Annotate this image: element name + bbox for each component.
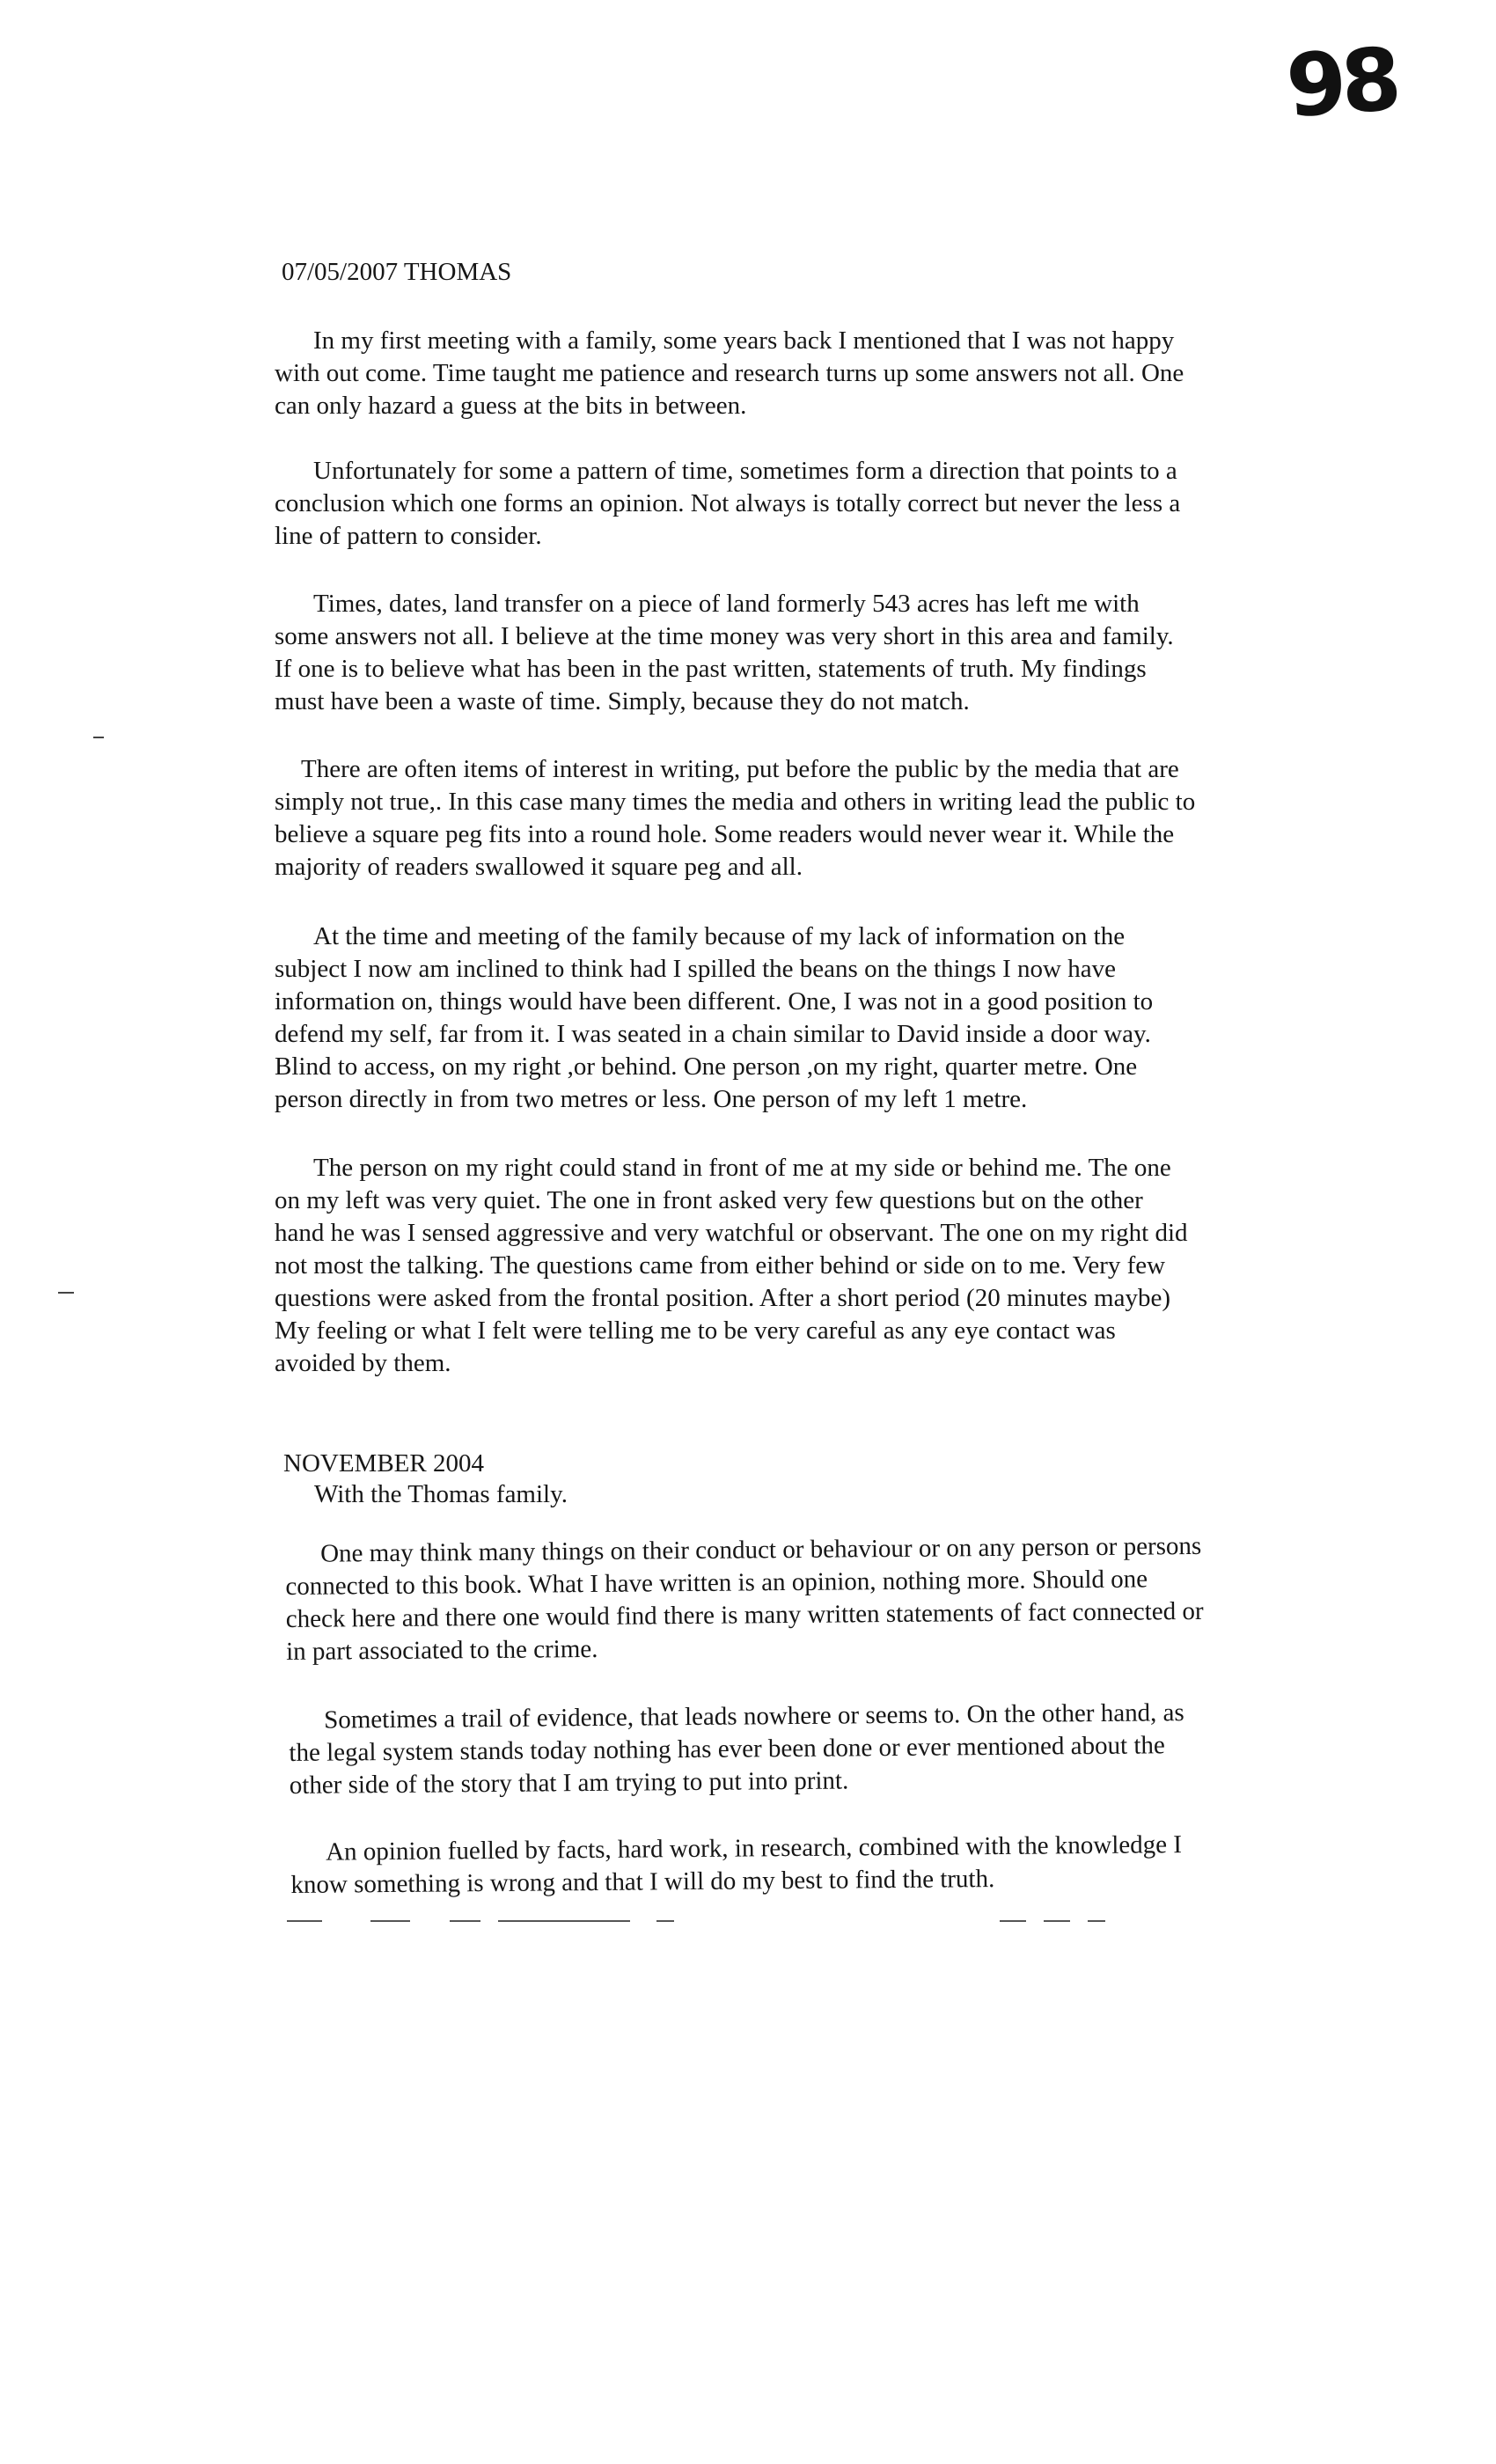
paragraph-line: The person on my right could stand in front of me at my side or behind me. The one (313, 1154, 1171, 1182)
paragraph-5 (275, 920, 1309, 1116)
paragraph-line: with out come. Time taught me patience and research turns up some answers not all. One (275, 359, 1184, 387)
document-date-heading: 07/05/2007 THOMAS (282, 258, 512, 286)
section-subheading: With the Thomas family. (314, 1480, 568, 1508)
paragraph-7 (285, 1529, 1320, 1668)
paragraph-line: not most the talking. The questions came from either behind or side on to me. Very few (275, 1251, 1166, 1280)
paragraph-line: hand he was I sensed aggressive and very watchful or observant. The one on my right did (275, 1219, 1188, 1247)
paragraph-line: At the time and meeting of the family because of my lack of information on the (313, 922, 1126, 950)
paragraph-line: person directly in from two metres or less. One person of my left 1 metre. (275, 1085, 1028, 1113)
paragraph-1 (275, 325, 1309, 422)
paragraph-8 (289, 1696, 1324, 1802)
section-heading: NOVEMBER 2004 (283, 1449, 484, 1478)
paragraph-line: majority of readers swallowed it square peg and all. (275, 853, 803, 881)
paragraph-line: Times, dates, land transfer on a piece of land formerly 543 acres has left me with (313, 590, 1140, 618)
paragraph-9 (290, 1828, 1325, 1902)
paragraph-line: check here and there one would find there is many written statements of fact connected or (285, 1596, 1204, 1633)
paragraph-line: believe a square peg fits into a round hole. Some readers would never wear it. While the (275, 820, 1175, 848)
paragraph-line: defend my self, far from it. I was seated in a chain similar to David inside a door way. (275, 1020, 1151, 1048)
paragraph-2 (275, 455, 1309, 553)
paragraph-line: avoided by them. (275, 1349, 451, 1377)
paragraph-4 (275, 753, 1309, 884)
paragraph-line: can only hazard a guess at the bits in between. (275, 392, 747, 420)
paragraph-line: An opinion fuelled by facts, hard work, in research, combined with the knowledge I (326, 1830, 1183, 1866)
page-number: 98 (1283, 29, 1400, 138)
margin-mark (93, 737, 104, 738)
paragraph-line: line of pattern to consider. (275, 522, 542, 550)
paragraph-line: the legal system stands today nothing has ever been done or ever mentioned about the (289, 1731, 1165, 1767)
paragraph-line: Blind to access, on my right ,or behind. One person ,on my right, quarter metre. One (275, 1052, 1138, 1081)
paragraph-line: If one is to believe what has been in the past written, statements of truth. My findings (275, 655, 1147, 683)
paragraph-line: in part associated to the crime. (285, 1634, 598, 1666)
paragraph-line: questions were asked from the frontal position. After a short period (20 minutes maybe) (275, 1284, 1170, 1312)
paragraph-line: One may think many things on their conduct or behaviour or on any person or persons (320, 1531, 1202, 1568)
paragraph-line: In my first meeting with a family, some years back I mentioned that I was not happy (313, 326, 1175, 355)
paragraph-line: must have been a waste of time. Simply, because they do not match. (275, 687, 970, 715)
margin-mark (58, 1292, 74, 1294)
paragraph-line: other side of the story that I am trying to put into print. (289, 1766, 849, 1800)
paragraph-line: Unfortunately for some a pattern of time, sometimes form a direction that points to a (313, 457, 1177, 485)
paragraph-line: My feeling or what I felt were telling me to be very careful as any eye contact was (275, 1316, 1116, 1345)
paragraph-line: on my left was very quiet. The one in front asked very few questions but on the other (275, 1186, 1143, 1214)
paragraph-line: conclusion which one forms an opinion. Not always is totally correct but never the less a (275, 489, 1181, 517)
paragraph-line: subject I now am inclined to think had I spilled the beans on the things I now have (275, 955, 1116, 983)
paragraph-line: simply not true,. In this case many times the media and others in writing lead the public to (275, 788, 1196, 816)
paragraph-line: some answers not all. I believe at the time money was very short in this area and family. (275, 622, 1174, 650)
paragraph-line: information on, things would have been different. One, I was not in a good position to (275, 987, 1154, 1016)
paragraph-line: connected to this book. What I have written is an opinion, nothing more. Should one (285, 1565, 1148, 1601)
paragraph-line: There are often items of interest in writing, put before the public by the media that are (301, 755, 1179, 783)
paragraph-line: know something is wrong and that I will do my best to find the truth. (290, 1865, 995, 1899)
paragraph-6 (275, 1152, 1309, 1380)
paragraph-3 (275, 588, 1309, 718)
dashed-rule (287, 1919, 1220, 1923)
paragraph-line: Sometimes a trail of evidence, that leads nowhere or seems to. On the other hand, as (324, 1698, 1184, 1734)
